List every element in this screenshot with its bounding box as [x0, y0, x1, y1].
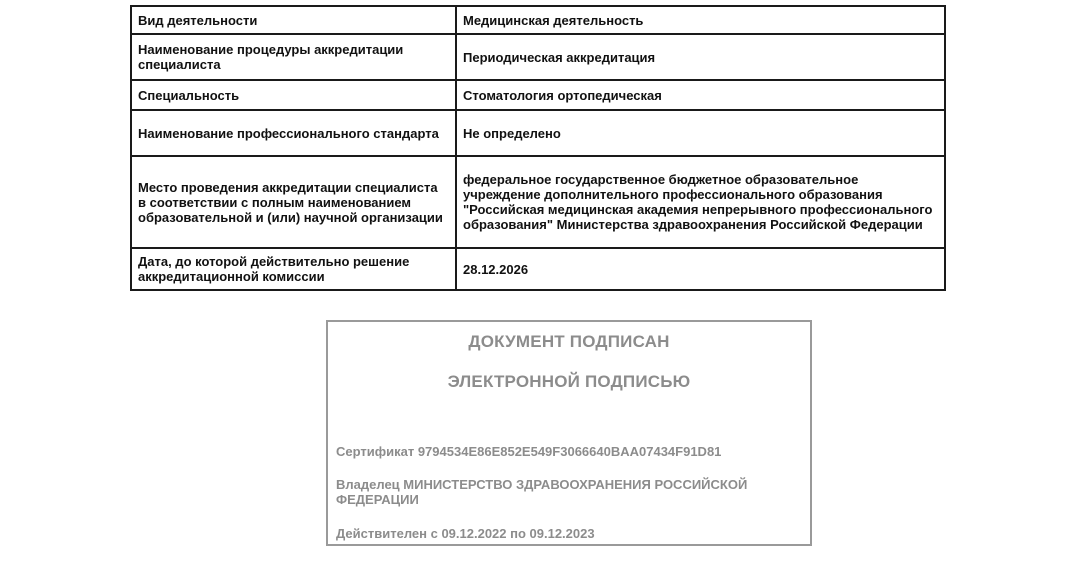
row-label-procedure-name: Наименование процедуры аккредитации специалиста	[131, 34, 456, 80]
table-row	[131, 80, 945, 110]
signature-owner: Владелец МИНИСТЕРСТВО ЗДРАВООХРАНЕНИЯ РОССИЙСКОЙ ФЕДЕРАЦИИ	[336, 477, 748, 507]
row-value-procedure-name: Периодическая аккредитация	[456, 34, 945, 80]
row-value-professional-standard: Не определено	[456, 110, 945, 156]
signature-certificate: Сертификат 9794534E86E852E549F3066640BAA07434F91D81	[336, 444, 722, 459]
electronic-signature-stamp	[326, 320, 812, 546]
row-label-accreditation-place: Место проведения аккредитации специалиста в соответствии с полным наименованием образовательной и (или) научной организации	[131, 156, 456, 248]
table-row	[131, 248, 945, 290]
signature-title-line2: ЭЛЕКТРОННОЙ ПОДПИСЬЮ	[447, 372, 691, 391]
signature-validity: Действителен с 09.12.2022 по 09.12.2023	[336, 526, 595, 541]
row-label-decision-valid-until: Дата, до которой действительно решение аккредитационной комиссии	[131, 248, 456, 290]
row-value-activity-type: Медицинская деятельность	[456, 6, 945, 34]
row-value-specialty: Стоматология ортопедическая	[456, 80, 945, 110]
row-label-specialty: Специальность	[131, 80, 456, 110]
table-row	[131, 34, 945, 80]
row-value-decision-valid-until: 28.12.2026	[456, 248, 945, 290]
table-row	[131, 110, 945, 156]
table-row	[131, 6, 945, 34]
row-label-professional-standard: Наименование профессионального стандарта	[131, 110, 456, 156]
table-row	[131, 156, 945, 248]
row-label-activity-type: Вид деятельности	[131, 6, 456, 34]
row-value-accreditation-place: федеральное государственное бюджетное образовательное учреждение дополнительного профессионального образования "Российская медицинская академия непрерывного профессионального образования" Министерства здравоохранения Российской Федерации	[456, 156, 945, 248]
signature-title-line1: ДОКУМЕНТ ПОДПИСАН	[468, 332, 670, 351]
accreditation-info-table	[130, 5, 946, 291]
